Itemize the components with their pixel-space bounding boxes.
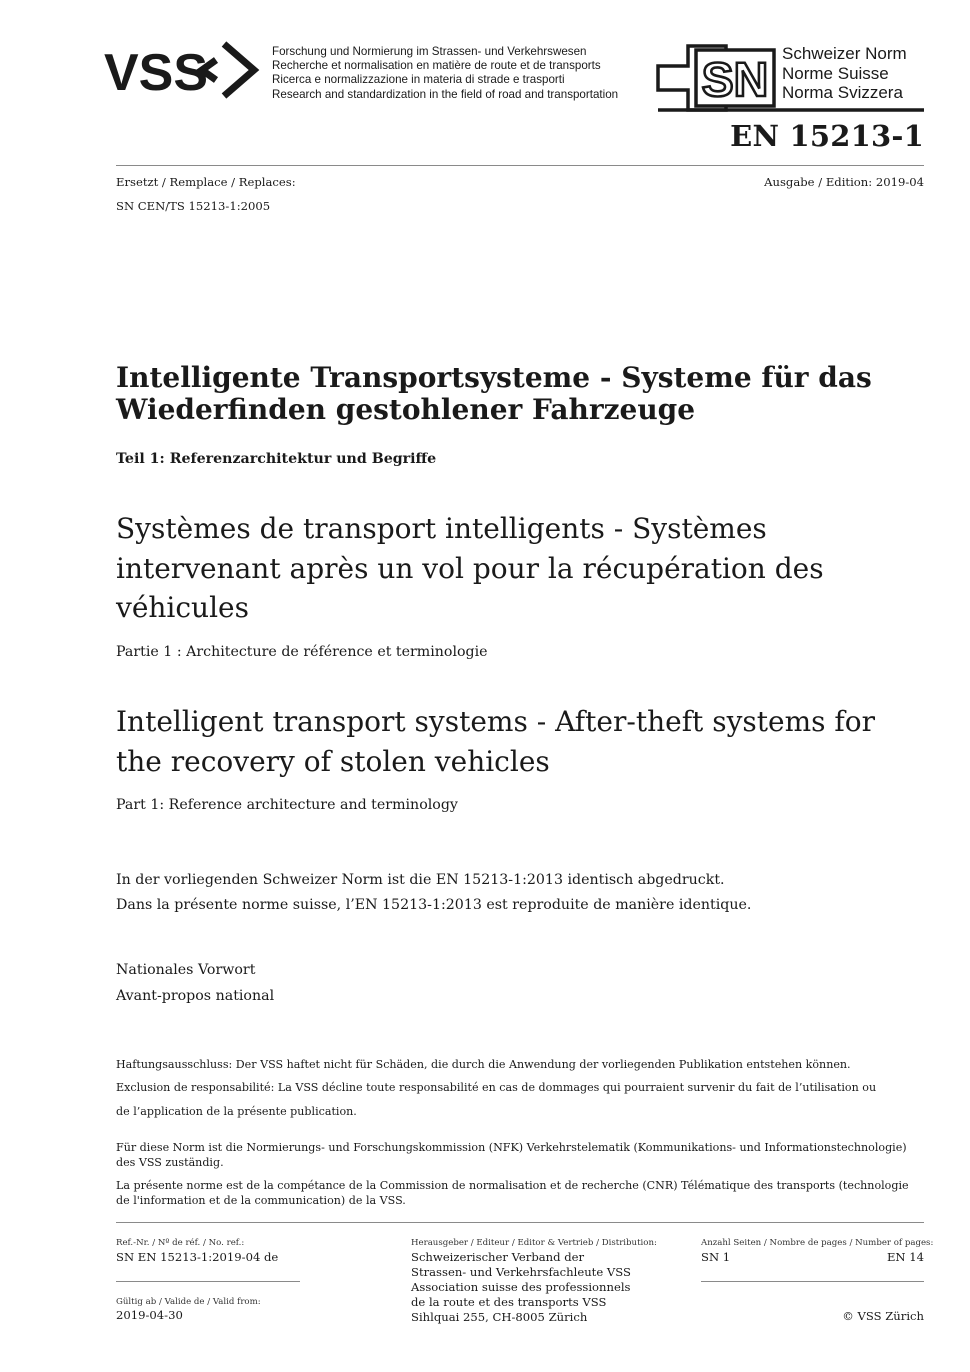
page-count-divider	[701, 1281, 924, 1282]
standard-number: EN 15213-1	[730, 119, 924, 153]
disclaimer-french-line-1: Exclusion de responsabilité: La VSS décline toute responsabilité en cas de dommages qui pourraient survenir du fait de l’utilisation ou	[116, 1081, 877, 1094]
committee-french: La présente norme est de la compétance de la Commission de normalisation et de recherche (CNR) Télématique des transports (technologie de l'information et de la communication) de la VSS.	[116, 1179, 909, 1207]
disclaimer-french-line-2: de l’application de la présente publication.	[116, 1105, 357, 1118]
sn-norm-de: Schweizer Norm	[782, 44, 907, 63]
valid-from-value: 2019-04-30	[116, 1308, 183, 1322]
replaces-label: Ersetzt / Remplace / Replaces:	[116, 175, 296, 189]
reference-value: SN EN 15213-1:2019-04 de	[116, 1250, 279, 1264]
reference-label: Ref.-Nr. / Nº de réf. / No. ref.:	[116, 1238, 245, 1248]
tagline-fr: Recherche et normalisation en matière de route et de transports	[272, 59, 601, 73]
edition-date: Ausgabe / Edition: 2019-04	[764, 175, 924, 189]
tagline-de: Forschung und Normierung im Strassen- und Verkehrswesen	[272, 45, 587, 58]
foreword-french: Avant-propos national	[116, 988, 275, 1004]
adoption-note-french: Dans la présente norme suisse, l’EN 15213-1:2013 est reproduite de manière identique.	[116, 897, 752, 913]
vss-logo-mark	[104, 40, 266, 102]
vss-tagline	[272, 45, 618, 102]
publisher-line: de la route et des transports VSS	[411, 1295, 607, 1309]
vss-logo-letters: VSS	[104, 44, 208, 102]
subtitle-french: Partie 1 : Architecture de référence et terminologie	[116, 644, 488, 660]
tagline-it: Ricerca e normalizzazione in materia di strade e trasporti	[272, 73, 565, 87]
valid-from-label: Gültig ab / Valide de / Valid from:	[116, 1297, 261, 1307]
page-count-sn: SN 1	[701, 1250, 731, 1264]
page-count-en: EN 14	[886, 1250, 924, 1264]
adoption-note-german: In der vorliegenden Schweizer Norm ist die EN 15213-1:2013 identisch abgedruckt.	[116, 872, 725, 888]
vss-logo	[104, 40, 266, 106]
reference-divider	[116, 1281, 300, 1282]
title-german: Intelligente Transportsysteme - Systeme für das Wiederfinden gestohlener Fahrzeuge	[116, 361, 872, 426]
sn-norm-fr: Norme Suisse	[782, 63, 889, 83]
publisher-line: Sihlquai 255, CH-8005 Zürich	[411, 1310, 588, 1324]
page-count-label: Anzahl Seiten / Nombre de pages / Number of pages:	[701, 1238, 934, 1248]
publisher-address	[411, 1250, 631, 1325]
title-english: Intelligent transport systems - After-theft systems for the recovery of stolen vehicles	[116, 705, 876, 778]
committee-german: Für diese Norm ist die Normierungs- und Forschungskommission (NFK) Verkehrstelematik (Kommunikations- und Informationstechnologie) des VSS zuständig.	[116, 1141, 907, 1169]
tagline-en: Research and standardization in the field of road and transportation	[272, 87, 619, 101]
foreword-german: Nationales Vorwort	[116, 962, 256, 978]
subtitle-german: Teil 1: Referenzarchitektur und Begriffe	[116, 451, 437, 467]
sn-norm-label	[782, 44, 907, 103]
sn-logo-letters: SN	[701, 54, 769, 107]
publisher-line: Association suisse des professionnels	[411, 1280, 631, 1294]
subtitle-english: Part 1: Reference architecture and terminology	[116, 797, 458, 813]
replaces-value: SN CEN/TS 15213-1:2005	[116, 199, 271, 213]
title-french: Systèmes de transport intelligents - Systèmes intervenant après un vol pour la récupération des véhicules	[116, 512, 824, 624]
header-divider	[116, 165, 924, 166]
publisher-label: Herausgeber / Editeur / Editor & Vertrieb / Distribution:	[411, 1238, 657, 1248]
publisher-line: Strassen- und Verkehrsfachleute VSS	[411, 1265, 631, 1279]
disclaimer-german: Haftungsausschluss: Der VSS haftet nicht für Schäden, die durch die Anwendung der vorliegenden Publikation entstehen können.	[116, 1058, 851, 1071]
footer-divider	[116, 1222, 924, 1223]
sn-norm-it: Norma Svizzera	[782, 83, 903, 102]
copyright: © VSS Zürich	[842, 1309, 924, 1323]
publisher-line: Schweizerischer Verband der	[411, 1250, 585, 1264]
